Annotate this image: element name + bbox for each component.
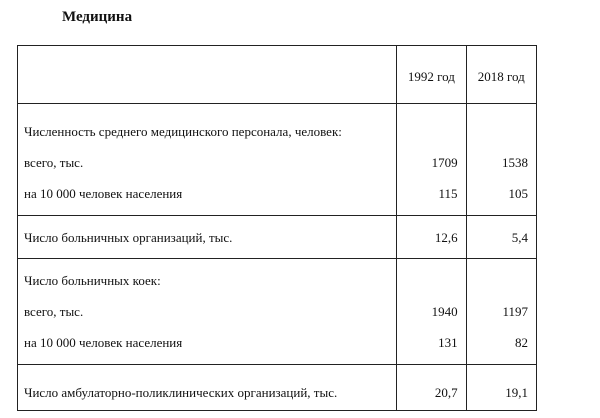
row-label: Число амбулаторно-поликлинических организаций, тыс.	[24, 385, 338, 400]
row-value: 82	[515, 335, 528, 350]
row-value: 1538	[502, 155, 528, 170]
row-value: 5,4	[511, 230, 528, 245]
section-values-2018	[466, 259, 536, 365]
row-value: 105	[508, 186, 528, 201]
row-value: 20,7	[434, 385, 458, 400]
section-values-1992	[397, 259, 466, 365]
statistics-table	[17, 45, 537, 411]
row-value: 1940	[431, 304, 458, 319]
section-values-2018	[466, 365, 536, 411]
header-label-cell	[18, 46, 397, 104]
row-label: на 10 000 человек населения	[24, 335, 183, 350]
row-label: на 10 000 человек населения	[24, 186, 183, 201]
section-labels	[18, 104, 397, 216]
table-section-hospital-beds	[18, 259, 537, 365]
row-label: Число больничных организаций, тыс.	[24, 230, 233, 245]
header-year-2018: 2018 год	[466, 46, 536, 104]
document-title: Медицина	[62, 9, 133, 25]
row-label: Численность среднего медицинского персонала, человек:	[24, 124, 342, 139]
row-value	[467, 265, 536, 296]
row-value	[397, 116, 465, 147]
table-header-row	[18, 46, 537, 104]
table-section-hospitals	[18, 216, 537, 259]
section-labels	[18, 365, 397, 411]
row-label: всего, тыс.	[24, 155, 84, 170]
row-value: 115	[438, 186, 458, 201]
row-value	[467, 116, 536, 147]
section-labels	[18, 259, 397, 365]
row-label: Число больничных коек:	[24, 273, 161, 288]
row-value: 1709	[431, 155, 458, 170]
table-section-outpatient	[18, 365, 537, 411]
row-label: всего, тыс.	[24, 304, 84, 319]
section-values-1992	[397, 104, 466, 216]
row-value	[397, 265, 465, 296]
section-labels	[18, 216, 397, 259]
row-value: 131	[438, 335, 458, 350]
section-values-1992	[397, 365, 466, 411]
section-values-2018	[466, 216, 536, 259]
section-values-2018	[466, 104, 536, 216]
section-values-1992	[397, 216, 466, 259]
table-section-medical-staff	[18, 104, 537, 216]
header-year-1992: 1992 год	[397, 46, 466, 104]
row-value: 12,6	[434, 230, 458, 245]
row-value: 19,1	[505, 385, 528, 400]
row-value: 1197	[502, 304, 528, 319]
